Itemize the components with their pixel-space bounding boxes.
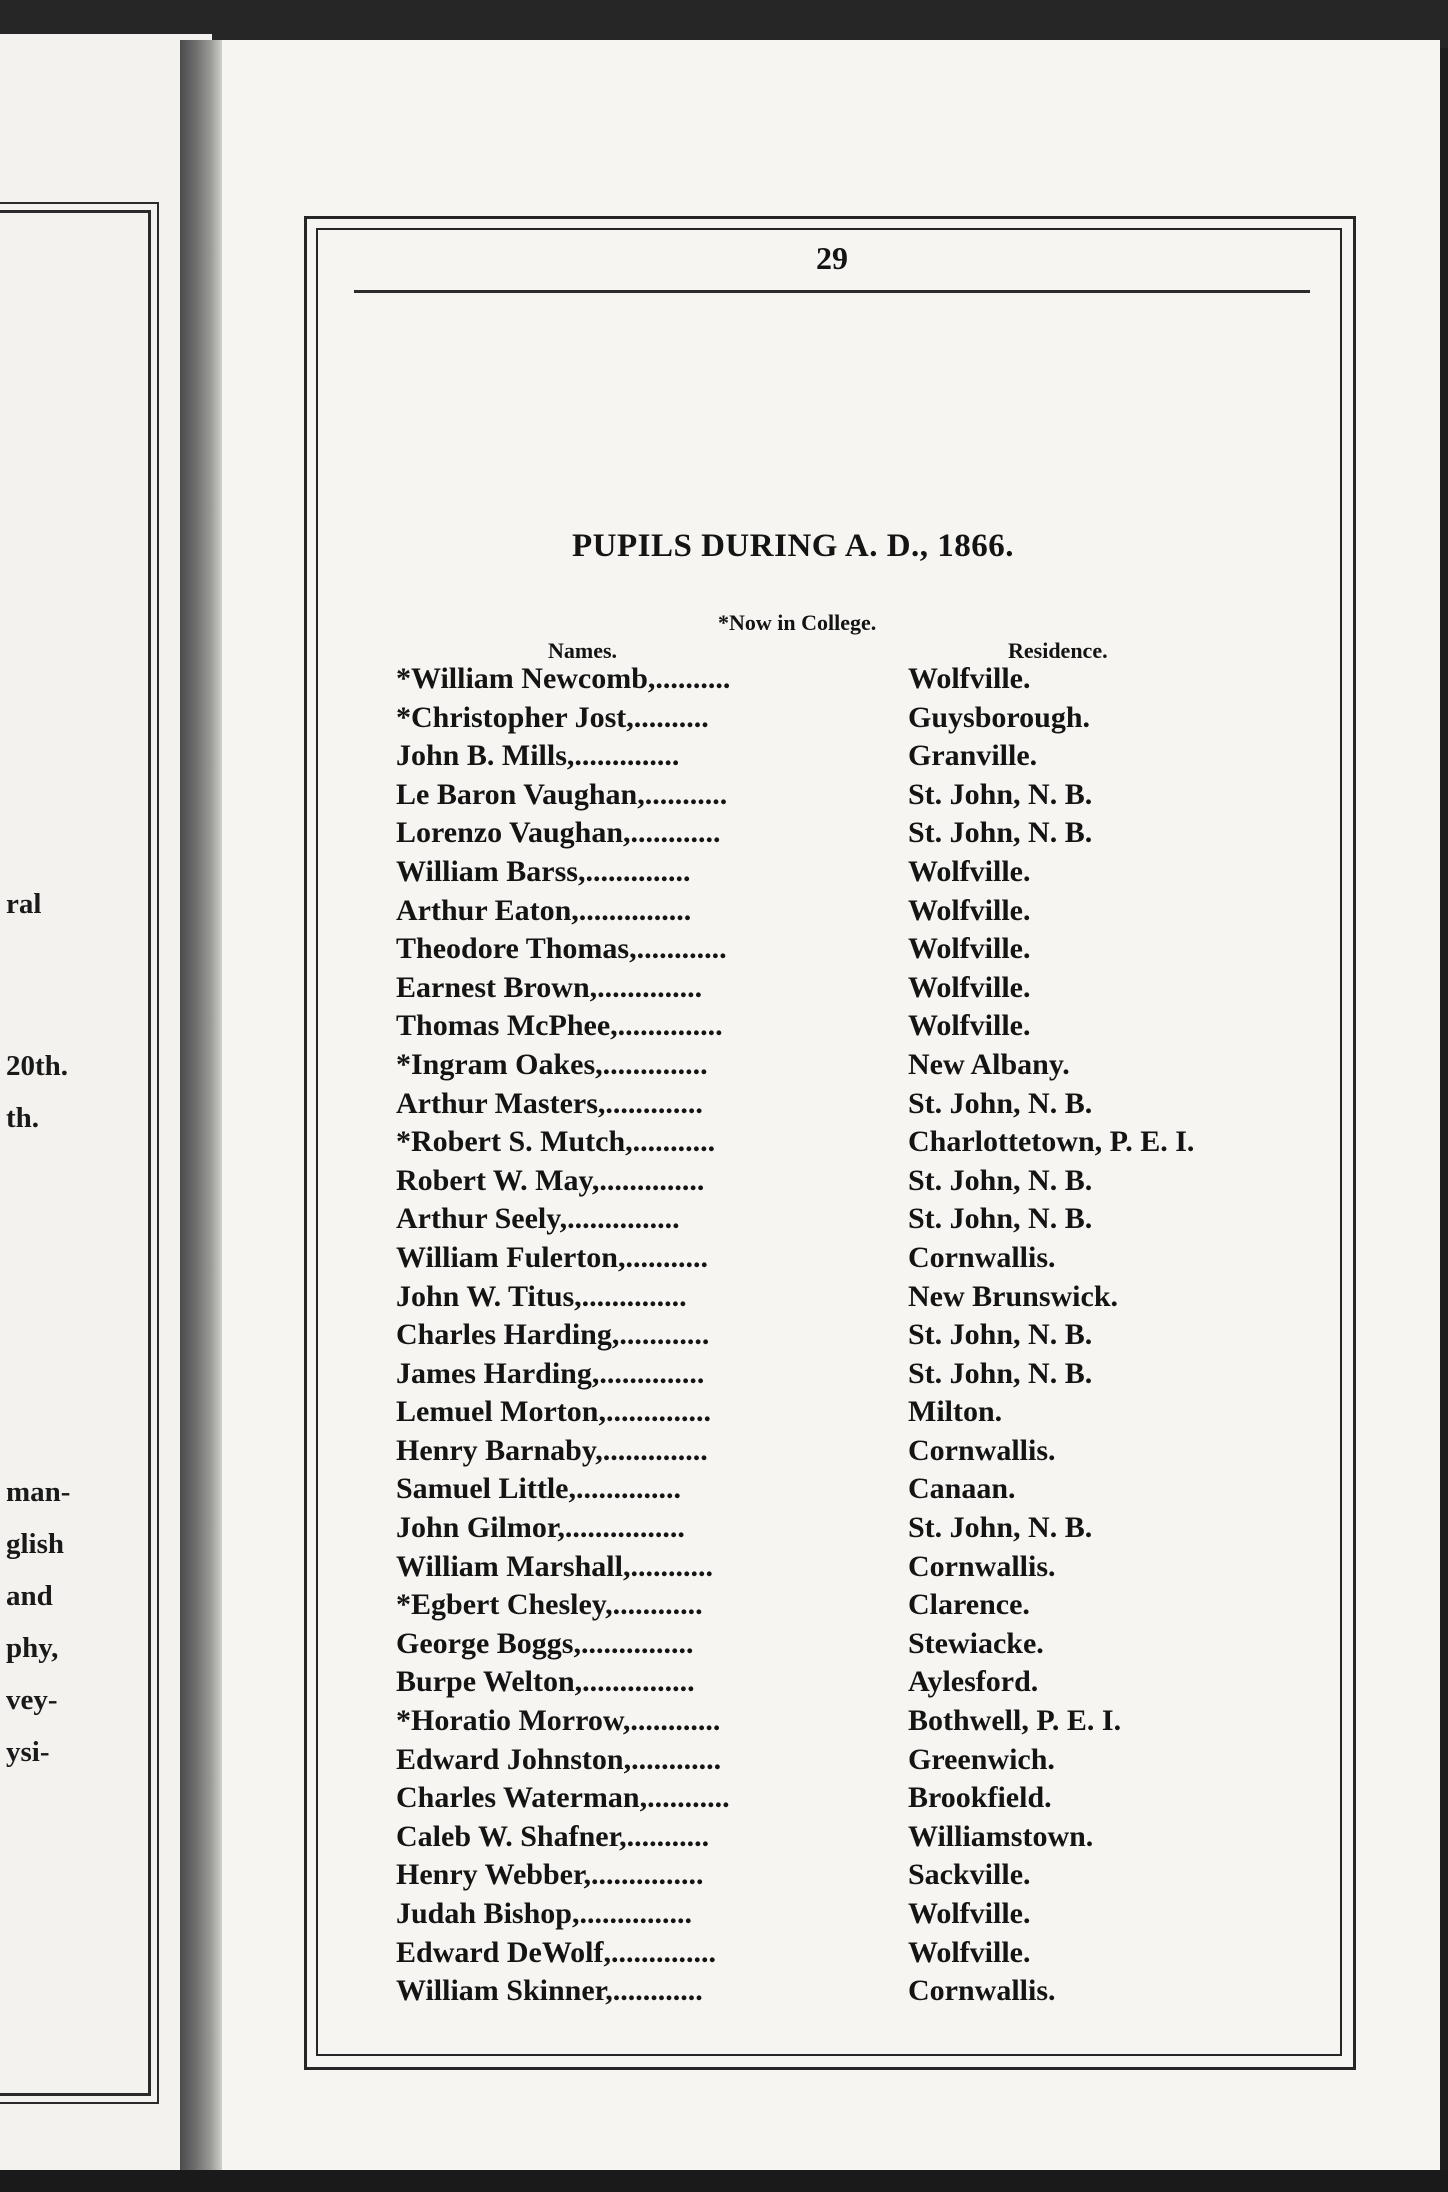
pupil-name: Henry Barnaby,.............. <box>396 1433 708 1467</box>
pupil-residence: Charlottetown, P. E. I. <box>908 1125 1195 1159</box>
pupil-residence: New Albany. <box>908 1047 1070 1081</box>
pupil-residence: Milton. <box>908 1395 1003 1429</box>
pupil-row <box>396 1355 1376 1394</box>
pupil-name: *Egbert Chesley,............ <box>396 1588 703 1622</box>
pupil-residence: St. John, N. B. <box>908 816 1093 850</box>
pupil-row <box>396 1625 1376 1664</box>
pupil-residence: St. John, N. B. <box>908 1511 1093 1545</box>
left-page-fragment: glish <box>6 1528 65 1560</box>
pupil-row <box>396 1046 1376 1085</box>
pupil-name: Charles Waterman,........... <box>396 1781 730 1815</box>
pupil-row <box>396 776 1376 815</box>
pupil-row <box>396 853 1376 892</box>
pupil-row <box>396 699 1376 738</box>
pupil-row <box>396 737 1376 776</box>
pupil-name: John W. Titus,.............. <box>396 1279 687 1313</box>
pupil-name: *Robert S. Mutch,........... <box>396 1125 716 1159</box>
pupil-name: *Christopher Jost,.......... <box>396 700 709 734</box>
pupil-row <box>396 1586 1376 1625</box>
pupil-row <box>396 1548 1376 1587</box>
pupil-name: William Barss,.............. <box>396 854 691 888</box>
pupil-name: John B. Mills,.............. <box>396 739 680 773</box>
pupil-name: Burpe Welton,............... <box>396 1665 695 1699</box>
pupil-residence: Wolfville. <box>908 854 1031 888</box>
pupil-name: Arthur Seely,............... <box>396 1202 680 1236</box>
pupil-row <box>396 660 1376 699</box>
pupil-row <box>396 1702 1376 1741</box>
pupil-residence: Cornwallis. <box>908 1549 1056 1583</box>
pupil-residence: Bothwell, P. E. I. <box>908 1704 1122 1738</box>
scan-background-bottom <box>0 2170 1448 2192</box>
pupil-residence: Greenwich. <box>908 1742 1055 1776</box>
pupil-residence: St. John, N. B. <box>908 1318 1093 1352</box>
pupil-residence: Cornwallis. <box>908 1433 1056 1467</box>
pupil-row <box>396 1663 1376 1702</box>
pupil-residence: Wolfville. <box>908 932 1031 966</box>
pupil-row <box>396 969 1376 1008</box>
pupil-row <box>396 1818 1376 1857</box>
pupil-name: William Marshall,........... <box>396 1549 713 1583</box>
pupil-name: Edward DeWolf,.............. <box>396 1935 717 1969</box>
pupil-name: *Horatio Morrow,............ <box>396 1704 721 1738</box>
pupil-row <box>396 1393 1376 1432</box>
pupil-residence: Wolfville. <box>908 970 1031 1004</box>
left-page-fragment: ral <box>6 888 42 920</box>
page-title: PUPILS DURING A. D., 1866. <box>572 528 1015 564</box>
pupil-row <box>396 1470 1376 1509</box>
pupil-name: James Harding,.............. <box>396 1356 705 1390</box>
pupil-name: Judah Bishop,............... <box>396 1897 692 1930</box>
pupil-name: Henry Webber,............... <box>396 1858 704 1892</box>
pupil-residence: Guysborough. <box>908 700 1091 734</box>
left-page-fragment: vey- <box>6 1684 58 1716</box>
pupil-residence: St. John, N. B. <box>908 777 1093 811</box>
pupil-row <box>396 1278 1376 1317</box>
pupil-row <box>396 1432 1376 1471</box>
pupil-row <box>396 1007 1376 1046</box>
page-number: 29 <box>816 240 848 276</box>
pupil-row <box>396 1123 1376 1162</box>
pupil-residence: Wolfville. <box>908 1935 1031 1969</box>
pupil-residence: Canaan. <box>908 1472 1016 1506</box>
pupil-row <box>396 1162 1376 1201</box>
pupil-name: Samuel Little,.............. <box>396 1472 681 1506</box>
pupil-list <box>396 660 1376 2011</box>
pupil-row <box>396 1741 1376 1780</box>
left-page-fragment: and <box>6 1580 53 1612</box>
pupil-residence: Stewiacke. <box>908 1626 1044 1660</box>
pupil-residence: St. John, N. B. <box>908 1202 1093 1236</box>
pupil-name: Caleb W. Shafner,........... <box>396 1819 710 1853</box>
pupil-residence: St. John, N. B. <box>908 1086 1093 1120</box>
pupil-residence: Brookfield. <box>908 1781 1052 1815</box>
pupil-name: Robert W. May,.............. <box>396 1163 705 1197</box>
pupil-name: *Ingram Oakes,.............. <box>396 1047 708 1081</box>
pupil-name: Arthur Eaton,............... <box>396 893 692 927</box>
left-page-border <box>0 210 151 2096</box>
pupil-name: William Skinner,............ <box>396 1974 703 2008</box>
pupil-row <box>396 1779 1376 1818</box>
pupil-name: Charles Harding,............ <box>396 1318 710 1352</box>
pupil-row <box>396 1895 1376 1934</box>
pupil-name: Thomas McPhee,.............. <box>396 1009 723 1043</box>
left-page-fragment: 20th. <box>6 1050 69 1082</box>
pupil-row <box>396 814 1376 853</box>
pupil-residence: Sackville. <box>908 1858 1031 1892</box>
pupil-row <box>396 892 1376 931</box>
pupil-name: Lemuel Morton,.............. <box>396 1395 711 1429</box>
pupil-residence: Aylesford. <box>908 1665 1039 1699</box>
pupil-residence: Williamstown. <box>908 1819 1094 1853</box>
residence-column-header: Residence. <box>1008 638 1108 663</box>
pupil-residence: Wolfville. <box>908 893 1031 927</box>
left-page-fragment: ysi- <box>6 1736 50 1768</box>
pupil-row <box>396 1934 1376 1973</box>
document-page <box>222 40 1440 2180</box>
pupil-name: George Boggs,............... <box>396 1626 694 1660</box>
pupil-row <box>396 930 1376 969</box>
pupil-residence: Clarence. <box>908 1588 1030 1622</box>
pupil-name: Lorenzo Vaughan,............ <box>396 816 721 850</box>
pupil-name: Edward Johnston,............ <box>396 1742 722 1776</box>
pupil-name: Le Baron Vaughan,........... <box>396 777 728 811</box>
pupil-name: Theodore Thomas,............ <box>396 932 727 966</box>
pupil-residence: Wolfville. <box>908 662 1031 695</box>
names-column-header: Names. <box>548 638 618 663</box>
pupil-row <box>396 1316 1376 1355</box>
pupil-row <box>396 1200 1376 1239</box>
header-rule <box>354 290 1310 293</box>
pupil-residence: Cornwallis. <box>908 1240 1056 1274</box>
pupil-residence: New Brunswick. <box>908 1279 1119 1313</box>
pupil-residence: Cornwallis. <box>908 1974 1056 2008</box>
pupil-row <box>396 1239 1376 1278</box>
pupil-row <box>396 1509 1376 1548</box>
pupil-residence: Wolfville. <box>908 1009 1031 1043</box>
pupil-name: William Fulerton,........... <box>396 1240 708 1274</box>
pupil-residence: St. John, N. B. <box>908 1356 1093 1390</box>
college-note: *Now in College. <box>718 610 877 635</box>
pupil-name: John Gilmor,................ <box>396 1511 685 1545</box>
pupil-name: *William Newcomb,.......... <box>396 662 731 695</box>
left-page-fragment: man- <box>6 1476 71 1508</box>
pupil-row <box>396 1972 1376 2011</box>
pupil-residence: St. John, N. B. <box>908 1163 1093 1197</box>
left-page-fragment: phy, <box>6 1632 59 1664</box>
pupil-name: Earnest Brown,.............. <box>396 970 703 1004</box>
pupil-row <box>396 1856 1376 1895</box>
left-page-fragment: th. <box>6 1102 40 1134</box>
pupil-name: Arthur Masters,............. <box>396 1086 703 1120</box>
pupil-residence: Granville. <box>908 739 1038 773</box>
pupil-row <box>396 1085 1376 1124</box>
pupil-residence: Wolfville. <box>908 1897 1031 1930</box>
book-gutter <box>180 40 224 2190</box>
